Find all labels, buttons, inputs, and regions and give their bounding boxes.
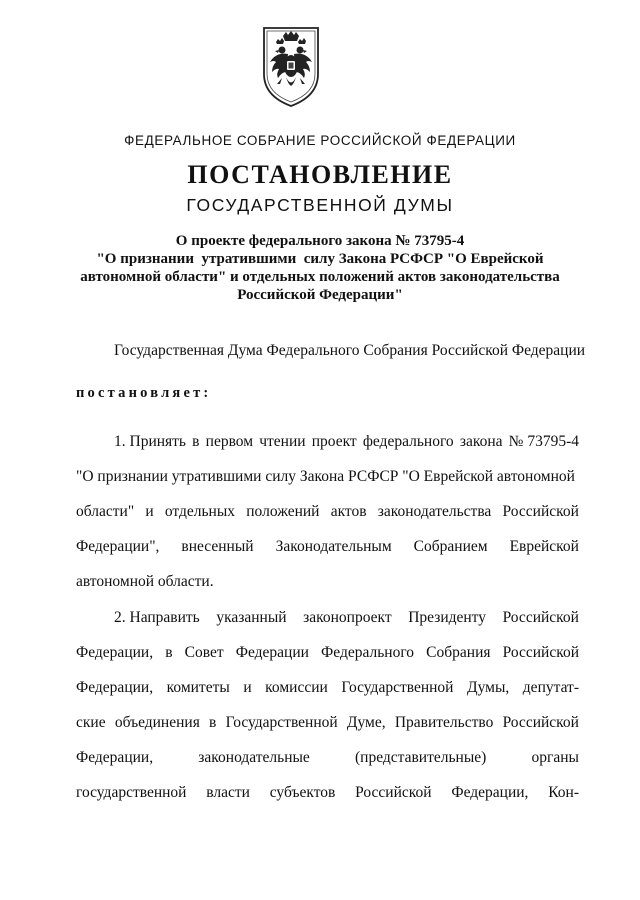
word: отдельных [164, 503, 236, 520]
word: Российской [502, 609, 579, 626]
word: Думе, [346, 714, 386, 731]
paragraph-line [76, 775, 579, 810]
word: в [192, 433, 200, 450]
paragraph-line [76, 670, 579, 705]
word: в [165, 644, 173, 661]
word: "О признании утратившими силу Закона РСФСР "О Еврейской автономной [76, 468, 575, 485]
word: указанный [216, 609, 287, 626]
word: Российской [502, 503, 579, 520]
preamble-text: Государственная Дума Федерального Собрания Российской Федерации [114, 342, 586, 359]
word: внесенный [181, 538, 254, 555]
word: комиссии [265, 679, 328, 696]
word: Собранием [413, 538, 488, 555]
russian-coat-of-arms-icon [258, 22, 324, 108]
word: Федерации, [76, 644, 154, 661]
paragraph-line [76, 529, 579, 564]
word: государственной [76, 784, 187, 801]
word: и [145, 503, 154, 520]
word: автономной области. [76, 573, 214, 590]
word: 1. Принять [114, 433, 187, 450]
word: Кон- [548, 784, 579, 801]
subject-line: автономной области" и отдельных положений актов законодательства [80, 269, 560, 285]
word: проект [311, 433, 357, 450]
word: Российской [502, 644, 579, 661]
word: субъектов [269, 784, 336, 801]
word: положений [246, 503, 320, 520]
word: первом [205, 433, 254, 450]
word: органы [531, 749, 579, 766]
word: Президенту [408, 609, 486, 626]
subject-line: "О признании утратившими силу Закона РСФСР "О Еврейской [96, 251, 544, 267]
decree-word: постановляет: [76, 385, 212, 401]
word: Собрания [426, 644, 491, 661]
word: закона [459, 433, 503, 450]
word: Российской [502, 714, 579, 731]
word: законодательства [377, 503, 492, 520]
word: депутат- [522, 679, 579, 696]
paragraph-line [76, 740, 579, 775]
word: Правительство [394, 714, 494, 731]
word: Федерального [321, 644, 415, 661]
word: в [209, 714, 217, 731]
paragraph-line [76, 600, 579, 635]
paragraph-line [76, 424, 579, 459]
issuer-heading: ГОСУДАРСТВЕННОЙ ДУМЫ [186, 195, 454, 215]
word: и [243, 679, 252, 696]
subject-line: Российской Федерации" [237, 287, 403, 303]
organization-heading: ФЕДЕРАЛЬНОЕ СОБРАНИЕ РОССИЙСКОЙ ФЕДЕРАЦИИ [124, 133, 516, 148]
word: законопроект [303, 609, 392, 626]
paragraph-line [76, 459, 579, 494]
word: власти [206, 784, 250, 801]
word: чтении [259, 433, 306, 450]
paragraph-line [76, 705, 579, 740]
word: Законодательным [275, 538, 392, 555]
word: (представительные) [355, 749, 487, 766]
word: федерального [362, 433, 454, 450]
subject-line: О проекте федерального закона № 73795-4 [175, 233, 465, 249]
word: комитеты [166, 679, 230, 696]
word: Совет [184, 644, 224, 661]
word: актов [330, 503, 367, 520]
word: объединения [114, 714, 200, 731]
document-subject [60, 232, 580, 304]
word: Государственной [225, 714, 338, 731]
word: Федерации", [76, 538, 160, 555]
paragraph-2 [76, 600, 579, 810]
word: Федерации, [451, 784, 529, 801]
word: Федерации [235, 644, 309, 661]
word: Российской [355, 784, 432, 801]
paragraph-1 [76, 424, 579, 599]
word: области" [76, 503, 135, 520]
word: № 73795-4 [508, 433, 579, 450]
word: ские [76, 714, 106, 731]
word: Федерации, [76, 679, 154, 696]
document-type-title: ПОСТАНОВЛЕНИЕ [187, 160, 453, 189]
word: Государственной [341, 679, 454, 696]
paragraph-line [76, 564, 579, 599]
word: 2. Направить [114, 609, 200, 626]
paragraph-line [76, 494, 579, 529]
word: Федерации, [76, 749, 154, 766]
word: Думы, [467, 679, 510, 696]
paragraph-line [76, 635, 579, 670]
word: законодательные [198, 749, 310, 766]
word: Еврейской [509, 538, 579, 555]
